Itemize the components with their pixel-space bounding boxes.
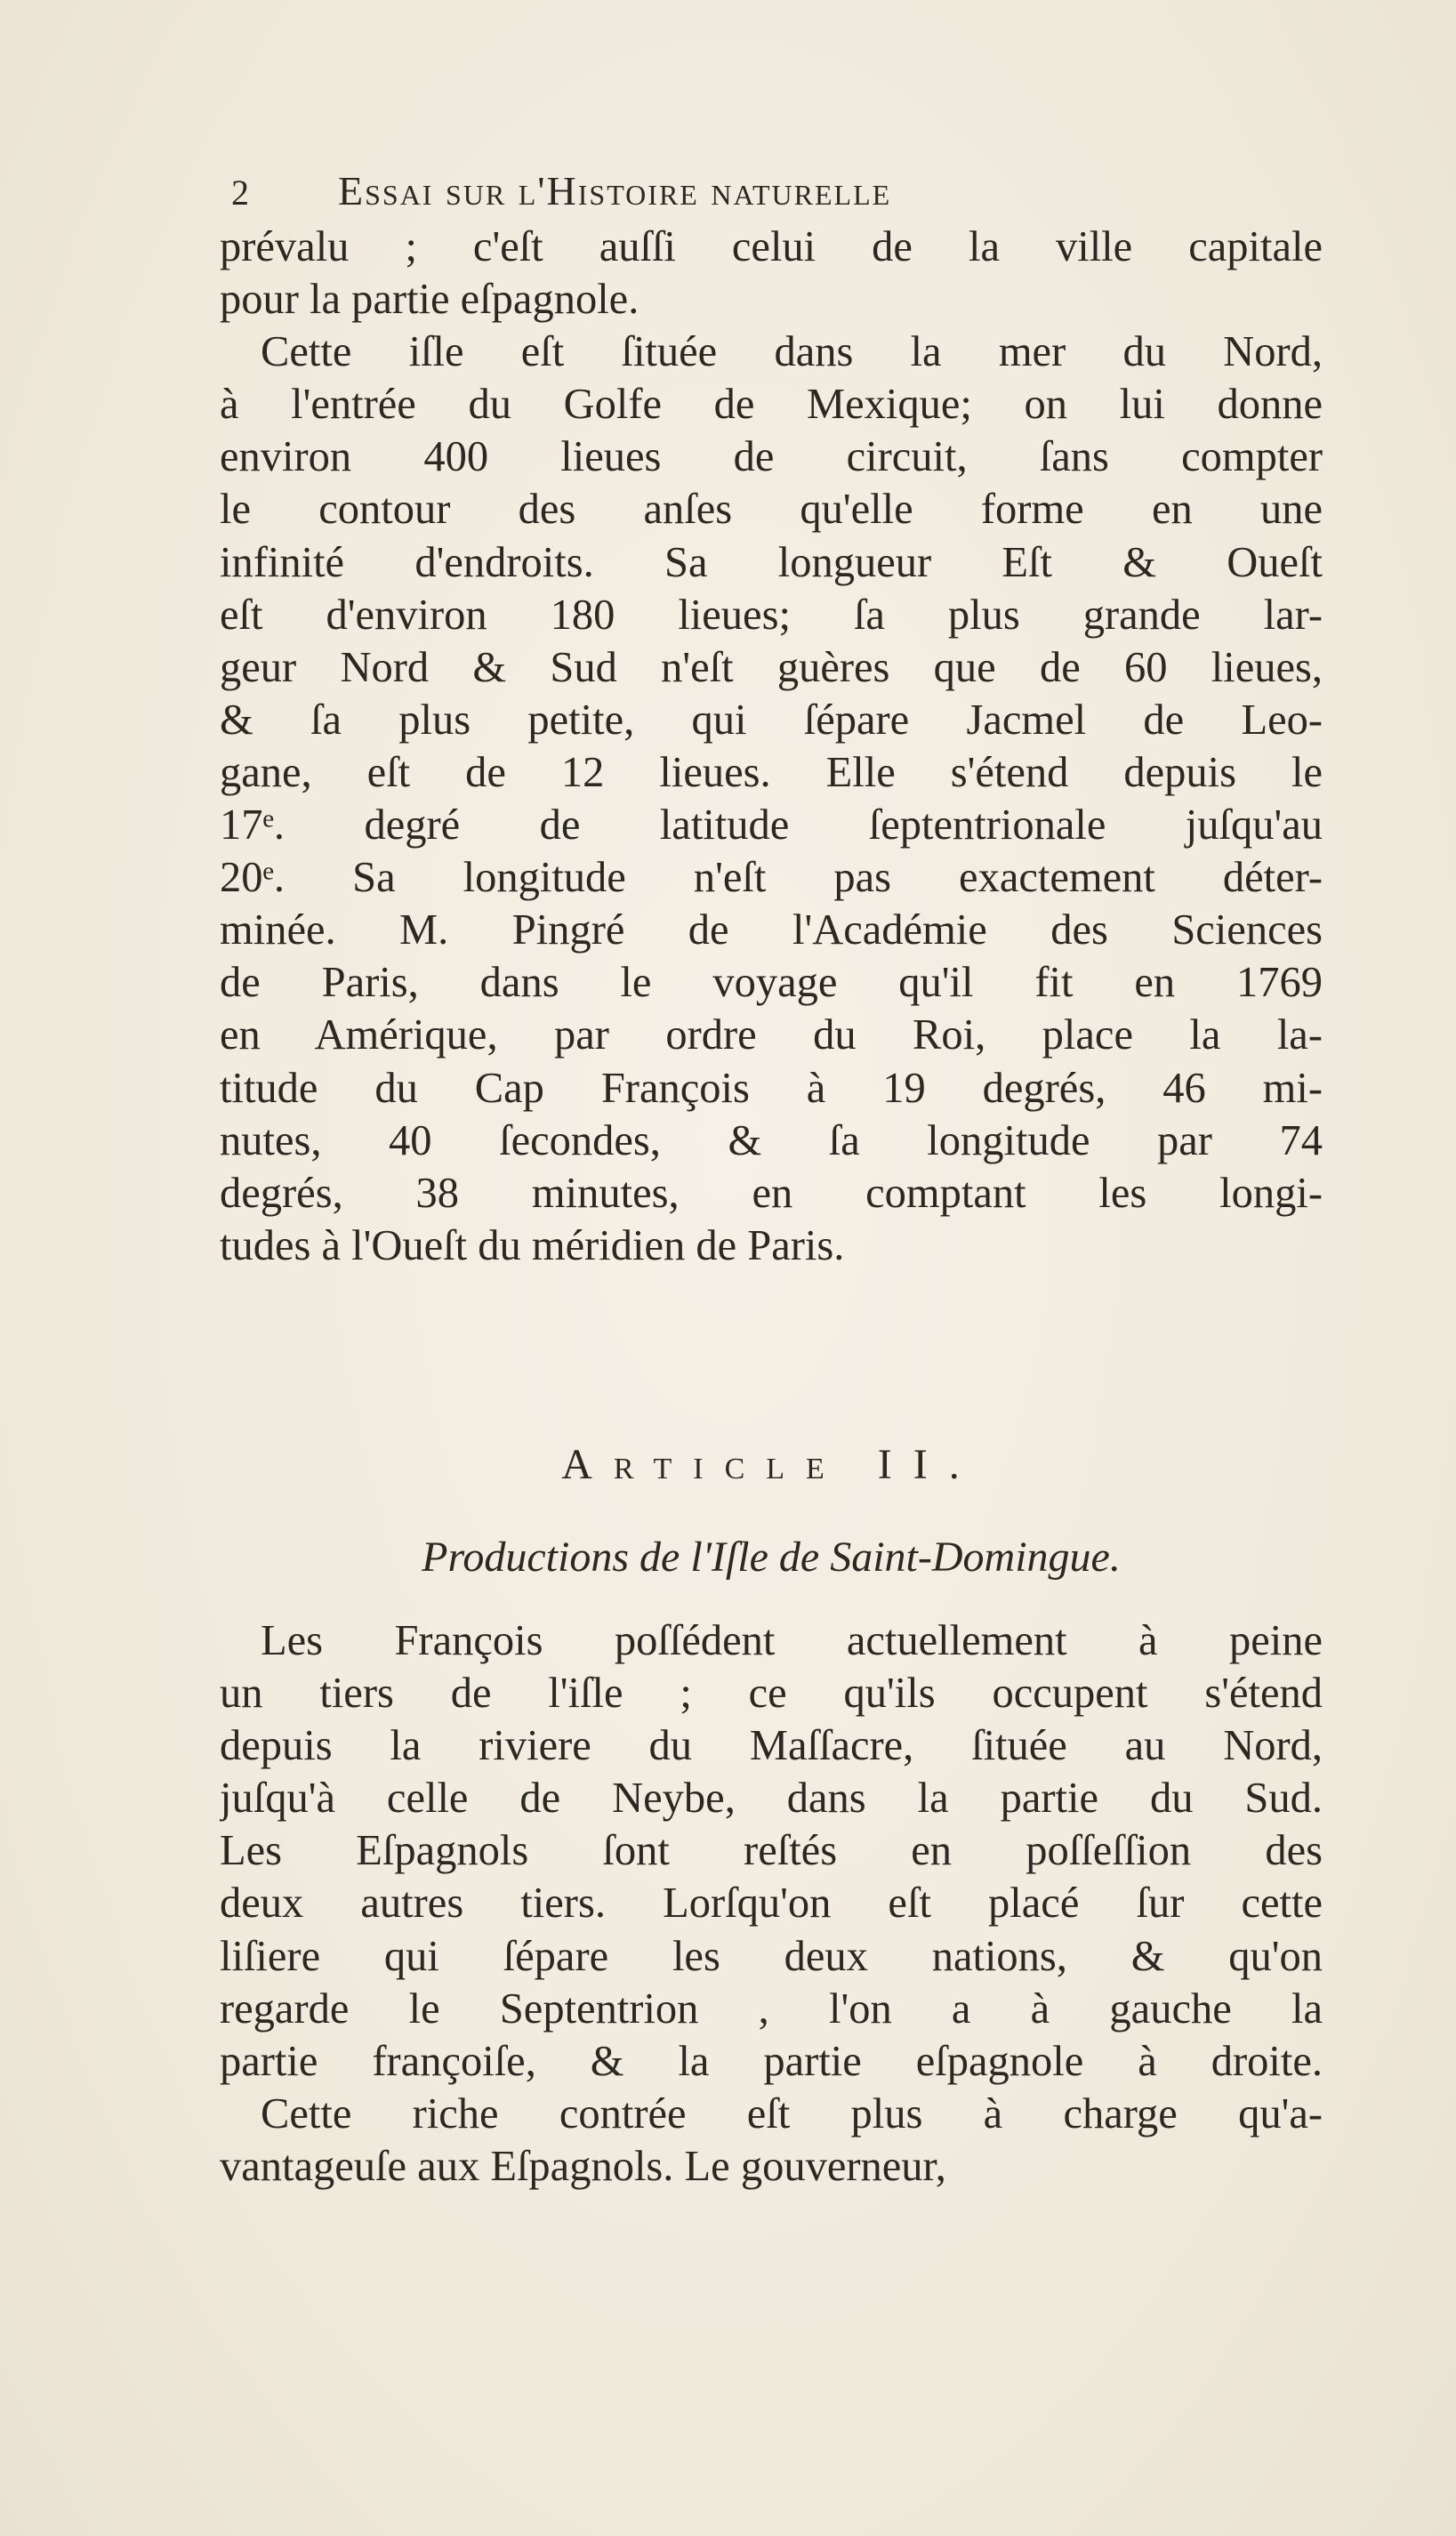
page-number: 2: [231, 173, 249, 213]
text-line: liſiere qui ſépare les deux nations, & qu'on: [220, 1932, 1323, 1980]
text-line: juſqu'à celle de Neybe, dans la partie du Sud.: [220, 1775, 1323, 1823]
text-line: Cette iſle eſt ſituée dans la mer du Nord,: [261, 328, 1323, 376]
text-line: nutes, 40 ſecondes, & ſa longitude par 74: [220, 1116, 1323, 1164]
text-line: depuis la riviere du Maſſacre, ſituée au Nord,: [220, 1722, 1323, 1770]
text-line: pour la partie eſpagnole.: [220, 276, 640, 324]
text-line: le contour des anſes qu'elle forme en une: [220, 486, 1323, 534]
text-line: en Amérique, par ordre du Roi, place la la-: [220, 1011, 1323, 1059]
text-line: infinité d'endroits. Sa longueur Eſt & Oueſt: [220, 538, 1323, 586]
article-subheading: Productions de l'Iſle de Saint-Domingue.: [422, 1534, 1121, 1581]
text-line: regarde le Septentrion , l'on a à gauche la: [220, 1985, 1323, 2033]
text-line: tudes à l'Oueſt du méridien de Paris.: [220, 1221, 845, 1269]
text-line: & ſa plus petite, qui ſépare Jacmel de Leo-: [220, 696, 1323, 744]
text-line: degrés, 38 minutes, en comptant les longi-: [220, 1169, 1323, 1217]
text-line: deux autres tiers. Lorſqu'on eſt placé ſur cette: [220, 1880, 1323, 1928]
article-heading: Article II.: [561, 1441, 981, 1488]
text-line: Les Eſpagnols ſont reſtés en poſſeſſion des: [220, 1827, 1323, 1875]
text-line: de Paris, dans le voyage qu'il fit en 1769: [220, 959, 1323, 1007]
text-line: partie françoiſe, & la partie eſpagnole à droite.: [220, 2037, 1323, 2085]
text-line: vantageuſe aux Eſpagnols. Le gouverneur,: [220, 2142, 946, 2190]
text-line: prévalu ; c'eſt auſſi celui de la ville capitale: [220, 223, 1323, 270]
text-line: minée. M. Pingré de l'Académie des Sciences: [220, 906, 1323, 954]
text-line: 20ᵉ. Sa longitude n'eſt pas exactement déter-: [220, 854, 1323, 902]
text-line: 17ᵉ. degré de latitude ſeptentrionale juſqu'au: [220, 801, 1323, 849]
running-head: [231, 165, 1316, 218]
running-title: Essai sur l'Histoire naturelle: [338, 168, 892, 213]
text-line: un tiers de l'iſle ; ce qu'ils occupent s'étend: [220, 1670, 1323, 1718]
text-line: à l'entrée du Golfe de Mexique; on lui donne: [220, 381, 1323, 429]
text-line: gane, eſt de 12 lieues. Elle s'étend depuis le: [220, 748, 1323, 796]
body-text-bottom: [220, 1614, 1323, 2193]
body-text-top: [220, 221, 1323, 1272]
text-line: Les François poſſédent actuellement à peine: [261, 1617, 1323, 1664]
text-line: geur Nord & Sud n'eſt guères que de 60 lieues,: [220, 643, 1323, 691]
text-line: environ 400 lieues de circuit, ſans compter: [220, 433, 1323, 481]
text-line: Cette riche contrée eſt plus à charge qu'a-: [261, 2089, 1323, 2137]
text-line: titude du Cap François à 19 degrés, 46 mi-: [220, 1064, 1323, 1112]
text-line: eſt d'environ 180 lieues; ſa plus grande lar-: [220, 591, 1323, 639]
